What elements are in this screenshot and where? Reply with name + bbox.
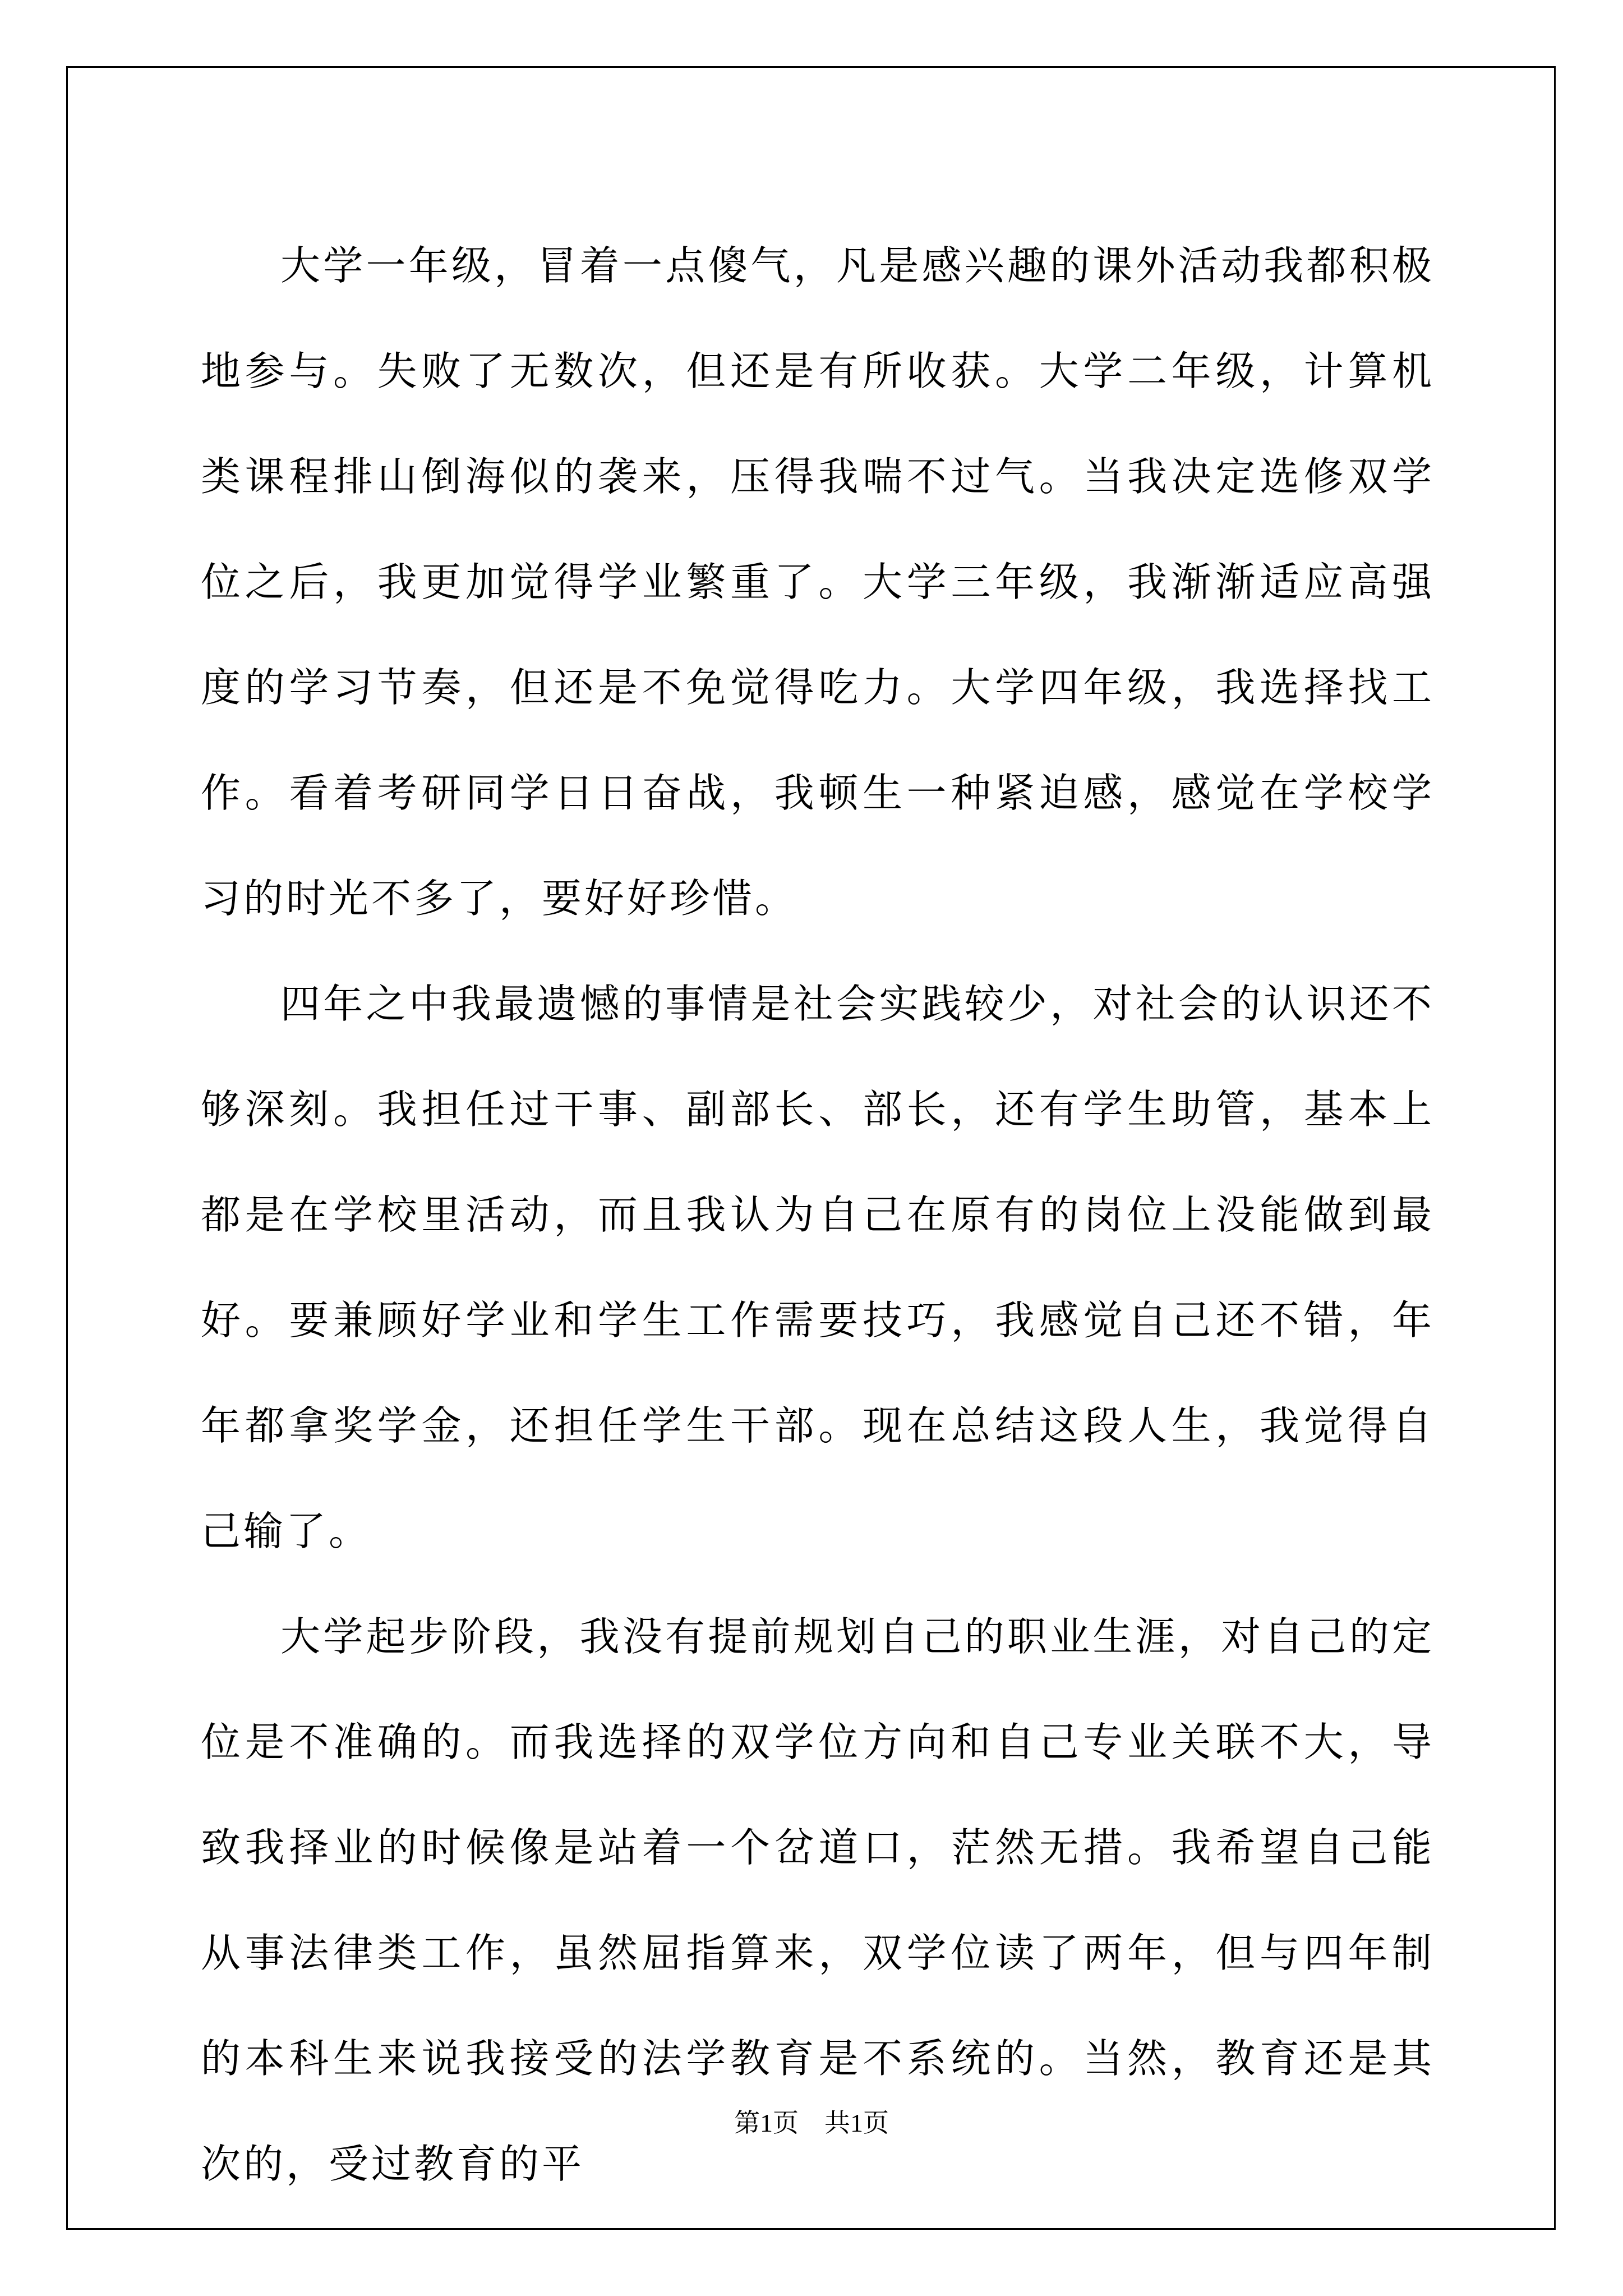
paragraph-2: 四年之中我最遗憾的事情是社会实践较少，对社会的认识还不够深刻。我担任过干事、副部长、部长，还有学生助管，基本上都是在学校里活动，而且我认为自己在原有的岗位上没能做到最好。要兼顾好学业和学生工作需要技巧，我感觉自己还不错，年年都拿奖学金，还担任学生干部。现在总结这段人生，我觉得自己输了。	[201, 981, 1435, 1554]
paragraph-3: 大学起步阶段，我没有提前规划自己的职业生涯，对自己的定位是不准确的。而我选择的双学位方向和自己专业关联不大，导致我择业的时候像是站着一个岔道口，茫然无措。我希望自己能从事法律类工作，虽然屈指算来，双学位读了两年，但与四年制的本科生来说我接受的法学教育是不系统的。当然，教育还是其次的，受过教育的平	[201, 1613, 1435, 2187]
page-total: 共1页	[824, 2109, 889, 2137]
paragraph-1: 大学一年级，冒着一点傻气，凡是感兴趣的课外活动我都积极地参与。失败了无数次，但还是有所收获。大学二年级，计算机类课程排山倒海似的袭来，压得我喘不过气。当我决定选修双学位之后，我更加觉得学业繁重了。大学三年级，我渐渐适应高强度的学习节奏，但还是不免觉得吃力。大学四年级，我选择找工作。看着考研同学日日奋战，我顿生一种紧迫感，感觉在学校学习的时光不多了，要好好珍惜。	[201, 242, 1435, 922]
page-number: 第1页	[734, 2109, 799, 2137]
page-footer	[0, 2106, 1623, 2140]
document-body	[201, 213, 1435, 2217]
